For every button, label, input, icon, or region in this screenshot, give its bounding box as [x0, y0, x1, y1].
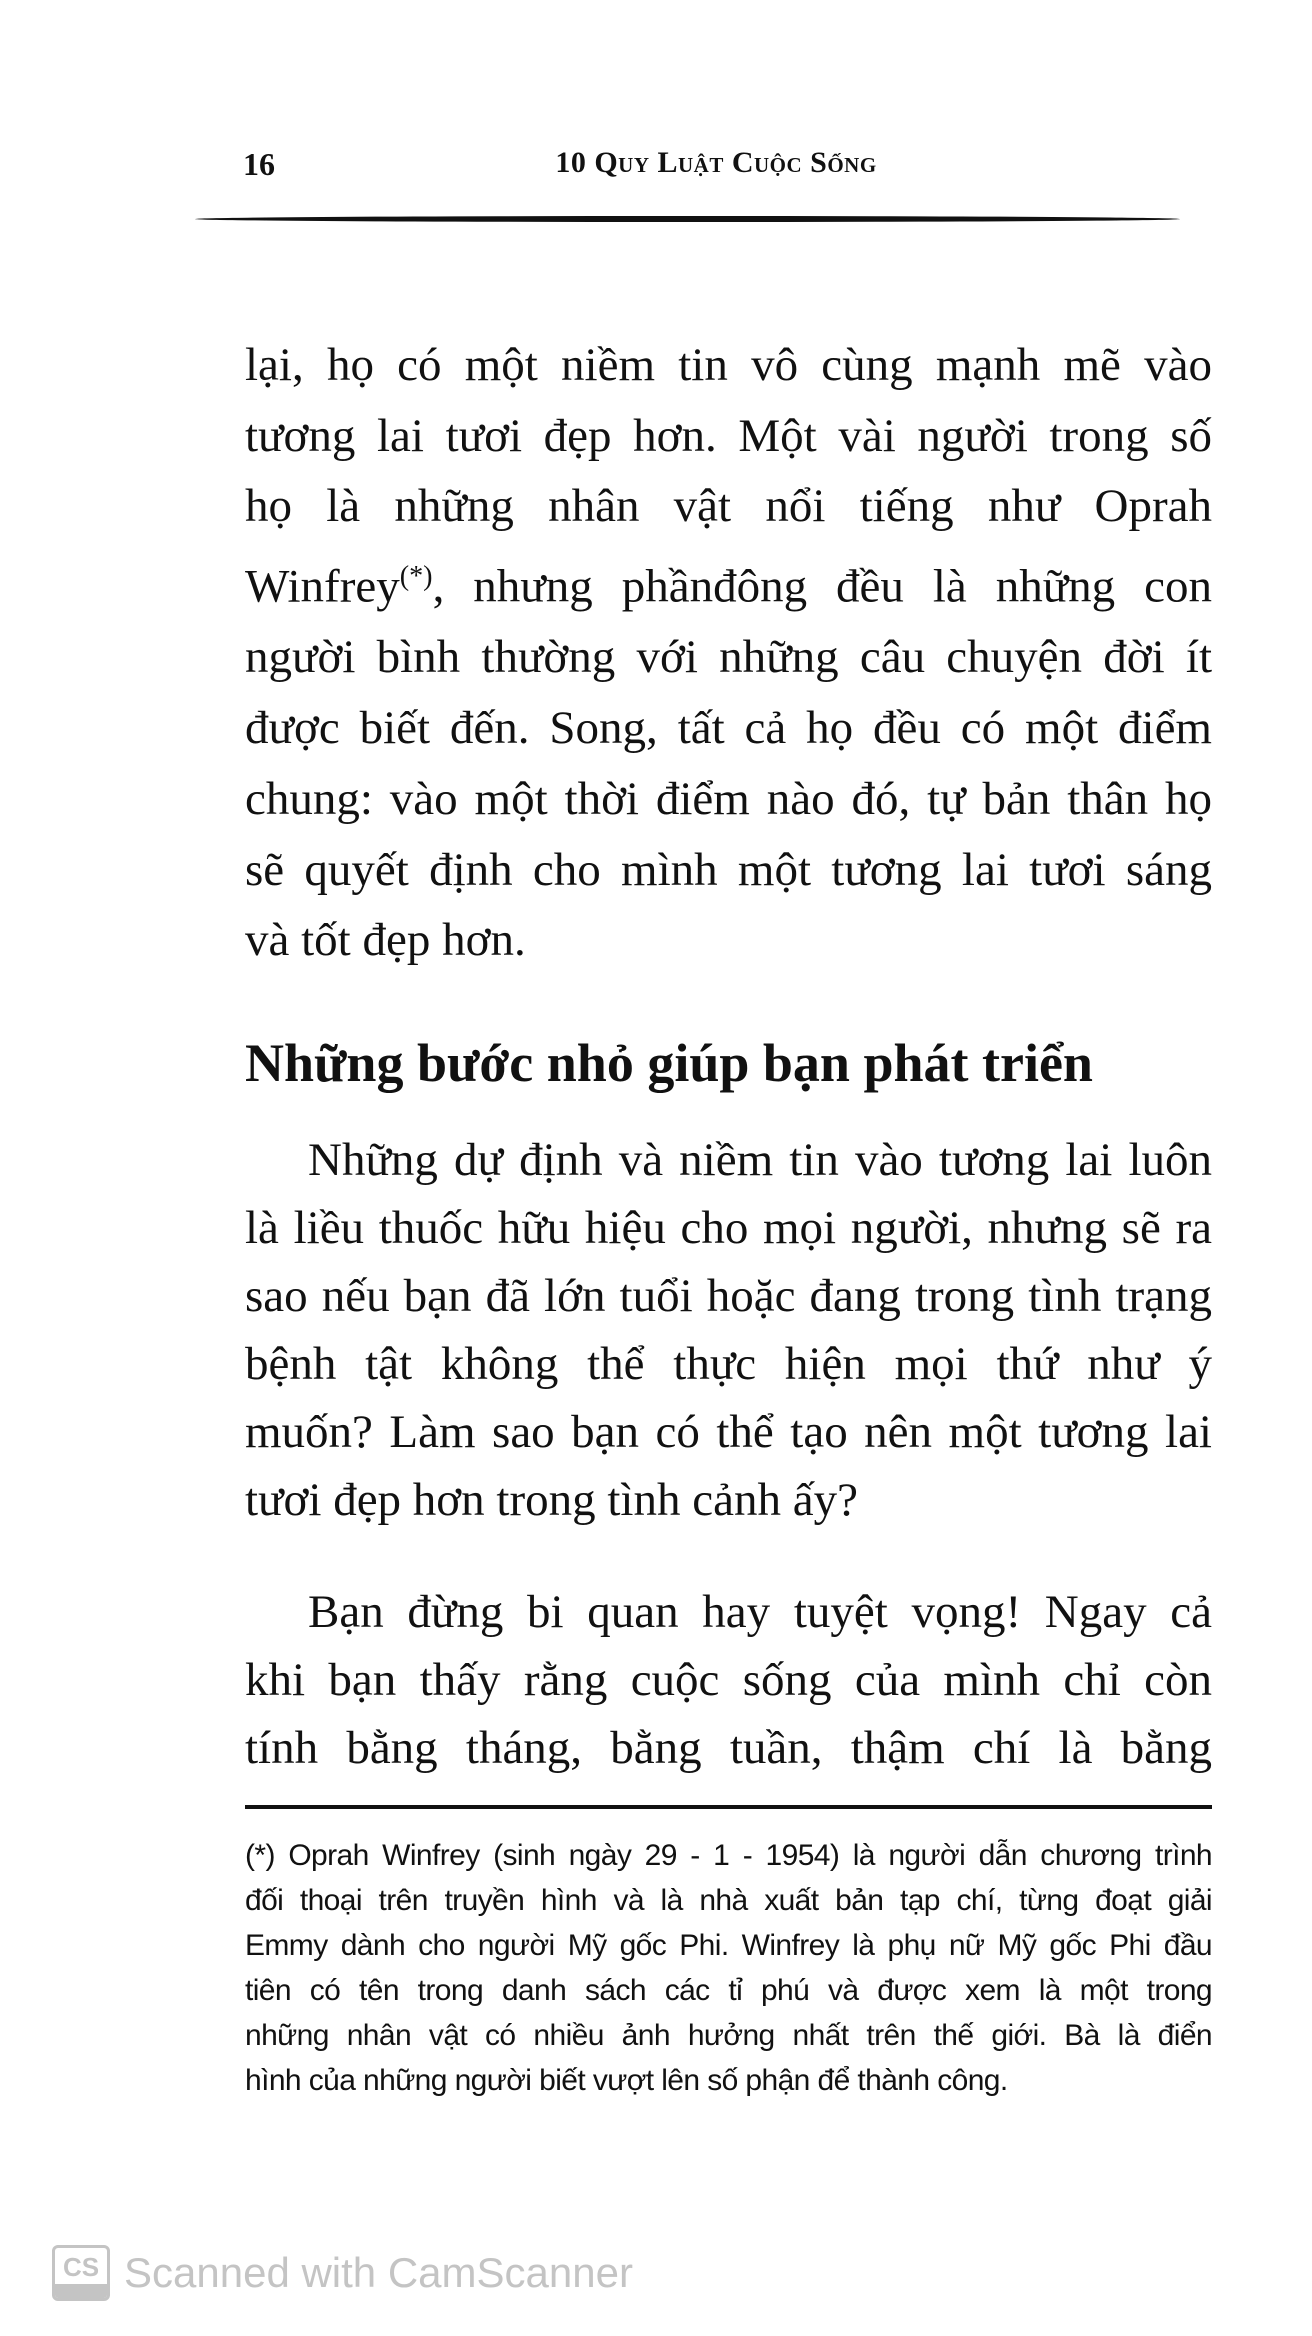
text-line: được biết đến. Song, tất cả họ đều có một điểm [245, 702, 1212, 755]
text-line: Winfrey(*), nhưng phầnđông đều là những con [245, 560, 1212, 613]
footnote-line: những nhân vật có nhiều ảnh hưởng nhất trên thế giới. Bà là điển [245, 2019, 1212, 2052]
text-line: sao nếu bạn đã lớn tuổi hoặc đang trong tình trạng [245, 1270, 1212, 1322]
text-line: lại, họ có một niềm tin vô cùng mạnh mẽ vào [245, 339, 1212, 391]
watermark-text: Scanned with CamScanner [124, 2249, 633, 2296]
footnote-line: đối thoại trên truyền hình và là nhà xuất bản tạp chí, từng đoạt giải [245, 1884, 1212, 1917]
text-line: chung: vào một thời điểm nào đó, tự bản thân họ [245, 772, 1212, 825]
paragraph-3 [245, 1578, 1212, 1782]
section-heading: Những bước nhỏ giúp bạn phát triển [245, 1033, 1093, 1093]
footnote-line: tiên có tên trong danh sách các tỉ phú và được xem là một trong [245, 1974, 1212, 2007]
text-line: bệnh tật không thể thực hiện mọi thứ như ý [245, 1338, 1212, 1390]
footnote-line: (*) Oprah Winfrey (sinh ngày 29 - 1 - 1954) là người dẫn chương trình [245, 1839, 1212, 1872]
text-line: muốn? Làm sao bạn có thể tạo nên một tương lai [245, 1406, 1212, 1458]
paragraph-1 [245, 330, 1212, 976]
running-header-title: 10 Quy Luật Cuộc Sống [555, 146, 877, 179]
camscanner-watermark [52, 2245, 633, 2301]
header-rule [195, 216, 1180, 222]
text-line: khi bạn thấy rằng cuộc sống của mình chỉ còn [245, 1654, 1212, 1706]
text-line: Những dự định và niềm tin vào tương lai luôn [308, 1134, 1212, 1186]
text-line: tươi đẹp hơn trong tình cảnh ấy? [245, 1474, 858, 1526]
footnote [245, 1833, 1212, 2103]
page-number: 16 [243, 146, 275, 182]
camscanner-logo-icon: CS [52, 2245, 110, 2301]
text-line: họ là những nhân vật nổi tiếng như Oprah [245, 480, 1212, 533]
text-line: và tốt đẹp hơn. [245, 914, 526, 967]
footnote-line: hình của những người biết vượt lên số phận để thành công. [245, 2064, 1008, 2097]
footnote-line: Emmy dành cho người Mỹ gốc Phi. Winfrey là phụ nữ Mỹ gốc Phi đầu [245, 1929, 1212, 1962]
text-line: Bạn đừng bi quan hay tuyệt vọng! Ngay cả [308, 1586, 1212, 1638]
text-line: là liều thuốc hữu hiệu cho mọi người, nhưng sẽ ra [245, 1202, 1212, 1254]
text-line: tính bằng tháng, bằng tuần, thậm chí là bằng [245, 1722, 1212, 1774]
text-line: người bình thường với những câu chuyện đời ít [245, 631, 1212, 684]
paragraph-2 [245, 1126, 1212, 1534]
text-line: tương lai tươi đẹp hơn. Một vài người trong số [245, 409, 1212, 462]
footnote-rule [245, 1805, 1212, 1809]
text-line: sẽ quyết định cho mình một tương lai tươi sáng [245, 843, 1212, 896]
